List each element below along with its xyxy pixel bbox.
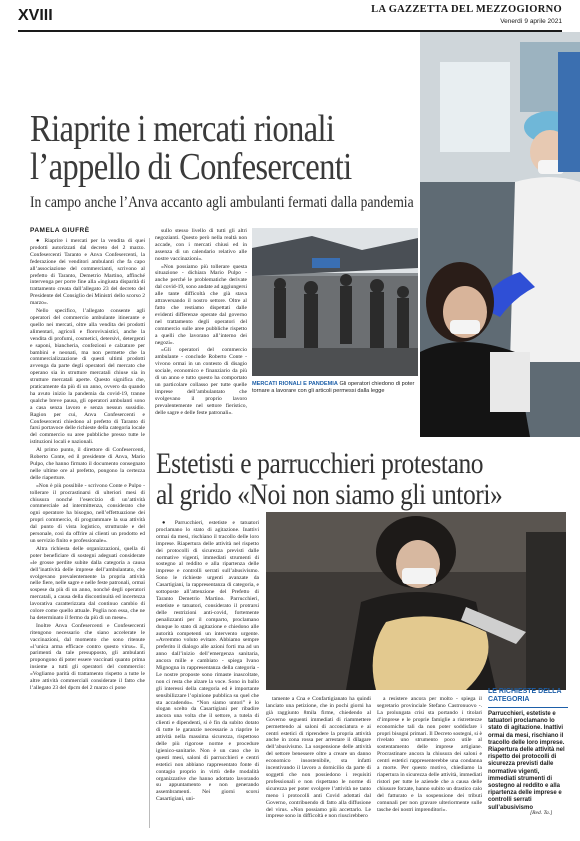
signature: [Red. Ta.] (530, 810, 553, 816)
article1-paragraph: sullo stesso livello di tutti gli altri negozianti. Questo però nella realtà non accade, con i mercati chiusi ed in assenza di un calendario relativo alle nostre vaccinazioni». (155, 228, 247, 262)
article1-column-1 (30, 238, 145, 828)
article2-paragraph: a resistere ancora per molto - spiega il segretario provinciale Stefano Castronuovo -. La prolungata crisi sta portando i titolari d’imprese e le proprie famiglie a ristrettezze economiche tali da non poter soddisfare i propri bisogni primari. Il Decreto sostegni, si è rivelato uno strumento poco utile al sostentamento delle imprese artigiane. Procrastinare ancora la chiusura dei saloni e centri estetici rappresenterebbe una condanna a morte. Per questo motivo, chiediamo la riapertura in sicurezza delle attività, immediati ristori per tutte le aziende che a causa delle chiusure forzate, hanno subito un drastico calo del fatturato e la sospensione dei tributi comunali per non gravare ulteriormente sulle tasche dei nostri imprenditori». (377, 696, 482, 813)
article1-headline (30, 110, 361, 186)
article1-subheadline: In campo anche l’Anva accanto agli ambulanti fermati dalla pandemia (30, 194, 414, 211)
issue-date: Venerdì 9 aprile 2021 (500, 18, 562, 25)
page-number: XVIII (18, 7, 53, 24)
article1-paragraph: ● Riaprire i mercati per la vendita di quei prodotti autorizzati dal decreto del 2 marzo. Confesercenti Taranto e Anva Confesercenti, la federazione dei venditori ambulanti che fa capo all’associazione del commercianti, scrivono al prefetto di Taranto, Demetrio Martino, affinché intervenga per porre fine alla «ingiusta disparità di trattamento creata dall’allegato 23 del decreto del Presidente del Consiglio dei Ministri dello scorso 2 marzo». (30, 238, 145, 307)
newspaper-name: LA GAZZETTA DEL MEZZOGIORNO (371, 4, 562, 15)
article2-headline (156, 447, 503, 511)
column-divider (149, 238, 150, 828)
article1-paragraph: Nello specifico, l’allegato consente agli operatori del commercio ambulante itinerante e quello nei mercati, oltre alla vendita dei prodotti alimentari, agricoli e florovivaistici, anche la vendita di profumi, cosmetici, detersivi, detergenti e saponi, biancheria, confezioni e calzature per bambini e neonati, ma non permette che la commercializzazione di questi ultimi prodotti avvenga da parte degli operatori del mercato che operano sia in strutture mercatali chiuse sia in strutture mercatali aperte. Questo significa che, praticamente da più di un anno, ovvero da quando ha avuto inizio la pandemia da covid-19, tranne qualche breve pausa, gli operatori ambulanti sono a casa senza lavoro e senza nessun sussidio. Ragion per cui, Anva Confesercenti e Confesercenti chiedono al prefetto di Taranto di farsi portavoce delle richieste della categoria locale del commercio su aree pubbliche presso tutte le istituzioni locali e nazionali. (30, 308, 145, 446)
sidebar-title: LE RICHIESTE DELLA CATEGORIA (488, 688, 568, 708)
article1-paragraph: Al primo punto, il direttore di Confesercenti, Roberto Conte, ed il presidente di Anva, Mario Pulpo, che hanno firmato il documento consegnato nelle ultime ore al prefetto, pongono la certezza delle riaperture. (30, 447, 145, 481)
article1-paragraph: Altra richiesta delle organizzazioni, quella di poter beneficiare di sostegni adeguati considerate «le grosse perdite subite dalla categoria a causa dell’inattività delle imprese dell’ambulantato, che svolgevano prevalentemente la propria attività nelle fiere, nelle sagre e nelle feste patronali, ormai sospese da più di un anno, nonché degli operatori mercatali, a causa della discontinuità ed incertezza lavorativa caratterizzata dal continuo cambio di colore come quello attuale. Poglia non essa, che ne ha determinato il fermo da più di un mese». (30, 545, 145, 621)
article2-paragraph: tamente a Cna e Confartigianato ha quindi lanciato una petizione, che in pochi giorni ha già raggiunto 8mila firme, chiedendo al Governo seguenti immediati di riammettere permettendo ai saloni di acconciatura e ai centri estetici di riprendere la propria attività anche in zona rossa per arrestare il dilagare dell’abusivismo. La sospensione delle attività del settore benessere oltre a creare un danno economico insostenibile, sta infatti incentivando il lavoro a domicilio da parte di soggetti che non possiedono i requisiti professionali e non rispettano le norme di sicurezza per poter svolgere l’attività ne tanto meno i protocolli anti Covid adottati dal Governo, contribuendo di fatto alla diffusione del virus. «Non possiamo più accettarlo. Le imprese sono in difficoltà e non riuscirebbero (266, 696, 371, 820)
article1-author: PAMELA GIUFRÈ (30, 227, 90, 234)
article1-paragraph: Inoltre Anva Confesercenti e Confesercenti ritengono necessario che siano accelerate le vaccinazioni, dal momento che sono ritenute «l’unica arma efficace contro questo virus». E, parimenti da tale presupposto, gli ambulanti propongono di poter essere vaccinati quanto prima insieme a tutti gli operatori del commercio: «Vogliamo parità di trattamento rispetto a tutte le altre attività commerciali considerate il fatto che l’allegato 23 del dpcm del 2 marzo ci pone (30, 622, 145, 691)
market-photo-caption (252, 381, 418, 395)
article1-headline-line1: Riaprite i mercati rionali (30, 108, 335, 150)
article1-headline-line2: l’appello di Confesercenti (30, 146, 352, 188)
article2-paragraph: ● Parrucchieri, estetiste e tatuatori proclamano lo stato di agitazione. Inattivi ormai da mesi, rischiano il tracollo delle loro imprese. Riapertura delle attività nel rispetto dei protocolli di sicurezza previsti dalle normative vigenti, immediati strumenti di sostegno al reddito e alla ripartenza delle imprese e controlli serrati sull’abusivismo. Sono le richieste urgenti avanzate da Casartigiani, la rappresentanza di categoria, e sottoposte all’attenzione del Prefetto di Taranto Demetrio Martino. Parrucchieri, estetiste e tatuatori, considerato il protrarsi delle restrizioni anti-covid, fortemente penalizzanti per il comparto, proclamano dunque lo stato di agitazione e chiedono alle autorità competenti un intervento urgente. «Avremmo voluto evitare. Abbiamo sempre preferito il dialogo alle azioni forti ma ad un anno dall’inizio dell’emergenza sanitaria, ancora mille e cambiato - spiega Ivano Mignogna in rappresentanza della categoria - Le nostre proposte sono rimaste inascoltate, non ci resta che alzare la voce. Sono in ballo gli interessi della categoria ed è importante sensibilizzare l’opinione pubblica su quel che sta accadendo». “Non siamo untori” è lo slogan scelto da Casartigiani per ribadire ancora una volta che il settore, a tutela di clienti e dipendenti, si è fin da subito dotato di tutte le garanzie necessarie a riaprire le attività nella massima sicurezza, rispettoso delle più rigorose norme e procedure igienico-sanitarie. Non è un caso che in questi mesi, saloni di parrucchieri e centri estetici non abbiano rappresentato fonte di contagio proprio in virtù delle modalità organizzative che hanno adottato lavorando su appuntamento e non generando assembramenti. Nei giorni scorsi Casartigiani, uni- (156, 520, 259, 803)
hairdresser-photo (266, 512, 566, 690)
sidebar-box (488, 688, 568, 812)
article1-paragraph: «Non possiamo più tollerare questa situazione - dichiara Mario Pulpo - anche perché le problematiche derivate dal covid-19, sono andate ad aggiungersi alle tante difficoltà che già stava attraversando il nostro settore. Oltre al fatto che restiamo dispettati dalle evidenti differenze operate dal governo nel trattamento degli operatori del commercio sulle aree pubbliche rispetto a quelli che lavorano all’interno dei negozi». (155, 263, 247, 346)
market-illustration (252, 228, 418, 376)
article2-column-3 (377, 696, 482, 813)
article2-headline-line1: Estetisti e parrucchieri protestano (156, 447, 484, 480)
hairdresser-illustration (266, 512, 566, 690)
vaccination-illustration (420, 32, 580, 437)
article1-paragraph: «Non è più possibile - scrivono Conte e Pulpo - tollerare il procrastinarsi di ulteriori mesi di chiusura nonché l’esercizio di un’attività commerciale ad intermittenza, considerato che ogni operatore ha bisogno, nell’effettuazione dei propri commercio, di programmare la sua attività dal punto di vista logistico, strutturale e del personale, così da offrire ai clienti un prodotto ed un servizio finito e professionale». (30, 482, 145, 544)
article2-column-1 (156, 520, 259, 828)
article2-column-2 (266, 696, 371, 828)
article1-paragraph: «Gli operatori del commercio ambulante - conclude Roberto Conte - vivono ormai in un contesto di disagio sociale, economico e finanziario da più di un anno e tutto questo ha comportato un particolare collasso per tutte quelle imprese dell’ambulantato che svolgevano il proprio lavoro prevalentemente nel settore fieristico, delle sagre e delle feste patronali». (155, 347, 247, 416)
caption-text: Gli operatori chiedono di poter tornare a lavorare con gli articoli permessi dalla legge (252, 381, 415, 394)
caption-label: MERCATI RIONALI E PANDEMIA (252, 381, 338, 387)
article2-headline-line2: al grido «Noi non siamo gli untori» (156, 478, 503, 511)
vaccination-photo (420, 32, 580, 437)
sidebar-body: Parrucchieri, estetiste e tatuatori proclamano lo stato di agitazione. Inattivi ormai da mesi, rischiano il tracollo delle loro imprese. Riapertura delle attività nel rispetto dei protocolli di sicurezza previsti dalle normative vigenti, immediati strumenti di sostegno al reddito e alla ripartenza delle imprese e controlli serrati sull’abusivismo (488, 711, 565, 811)
article1-column-2 (155, 228, 247, 416)
market-photo (252, 228, 418, 376)
